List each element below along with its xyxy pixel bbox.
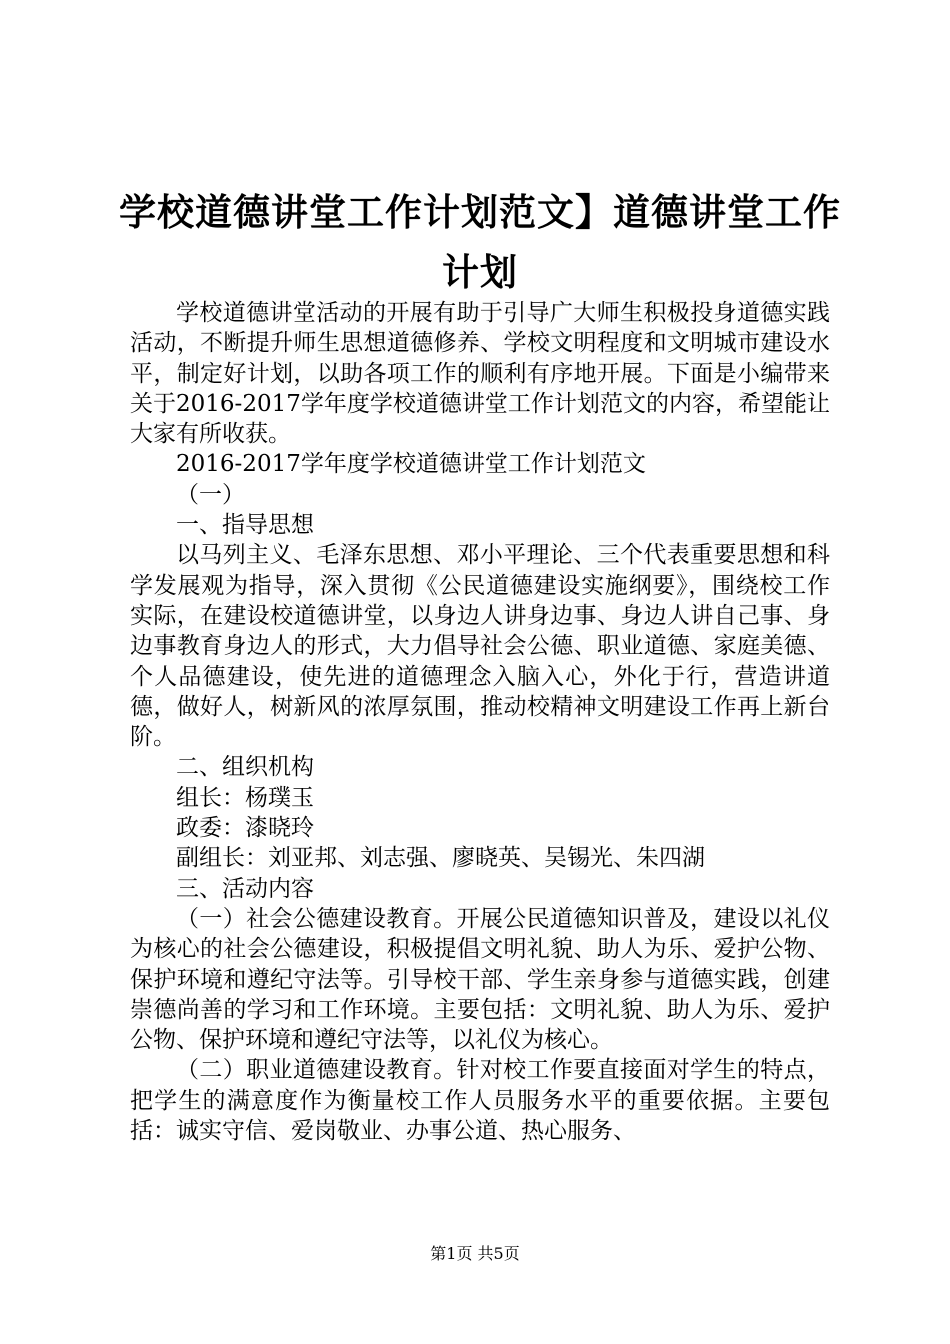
intro-paragraph: 学校道德讲堂活动的开展有助于引导广大师生积极投身道德实践活动，不断提升师生思想道德修养、学校文明程度和文明城市建设水平，制定好计划，以助各项工作的顺利有序地开展。下面是小编带来关于2016-2017学年度学校道德讲堂工作计划范文的内容，希望能让大家有所收获。: [130, 300, 830, 448]
section-heading-organization: 二、组织机构: [176, 754, 314, 781]
section-number: （一）: [176, 481, 245, 508]
professional-ethics-paragraph: （二）职业道德建设教育。针对校工作要直接面对学生的特点，把学生的满意度作为衡量校工作人员服务水平的重要依据。主要包括：诚实守信、爱岗敬业、办事公道、热心服务、: [130, 1057, 830, 1145]
document-body: [130, 298, 830, 1146]
organization-deputy-leaders: 副组长：刘亚邦、刘志强、廖晓英、吴锡光、朱四湖: [176, 845, 705, 872]
guiding-ideology-paragraph: 以马列主义、毛泽东思想、邓小平理论、三个代表重要思想和科学发展观为指导，深入贯彻《公民道德建设实施纲要》，围绕校工作实际，在建设校道德讲堂，以身边人讲身边事、身边人讲自己事、身边事教育身边人的形式，大力倡导社会公德、职业道德、家庭美德、个人品德建设，使先进的道德理念入脑入心，外化于行，营造讲道德，做好人，树新风的浓厚氛围，推动校精神文明建设工作再上新台阶。: [130, 542, 830, 751]
organization-leader: 组长：杨璞玉: [176, 784, 314, 811]
section-heading-guiding-ideology: 一、指导思想: [176, 512, 314, 539]
page-number-footer: 第1页 共5页: [430, 1244, 520, 1263]
document-title: 学校道德讲堂工作计划范文】道德讲堂工作计划: [119, 191, 841, 294]
social-ethics-paragraph: （一）社会公德建设教育。开展公民道德知识普及，建设以礼仪为核心的社会公德建设，积极提倡文明礼貌、助人为乐、爱护公物、保护环境和遵纪守法等。引导校干部、学生亲身参与道德实践，创建崇德尚善的学习和工作环境。主要包括：文明礼貌、助人为乐、爱护公物、保护环境和遵纪守法等，以礼仪为核心。: [130, 905, 830, 1054]
plan-heading: 2016-2017学年度学校道德讲堂工作计划范文: [176, 451, 646, 478]
section-heading-activities: 三、活动内容: [176, 875, 314, 902]
organization-commissar: 政委：漆晓玲: [176, 815, 314, 842]
